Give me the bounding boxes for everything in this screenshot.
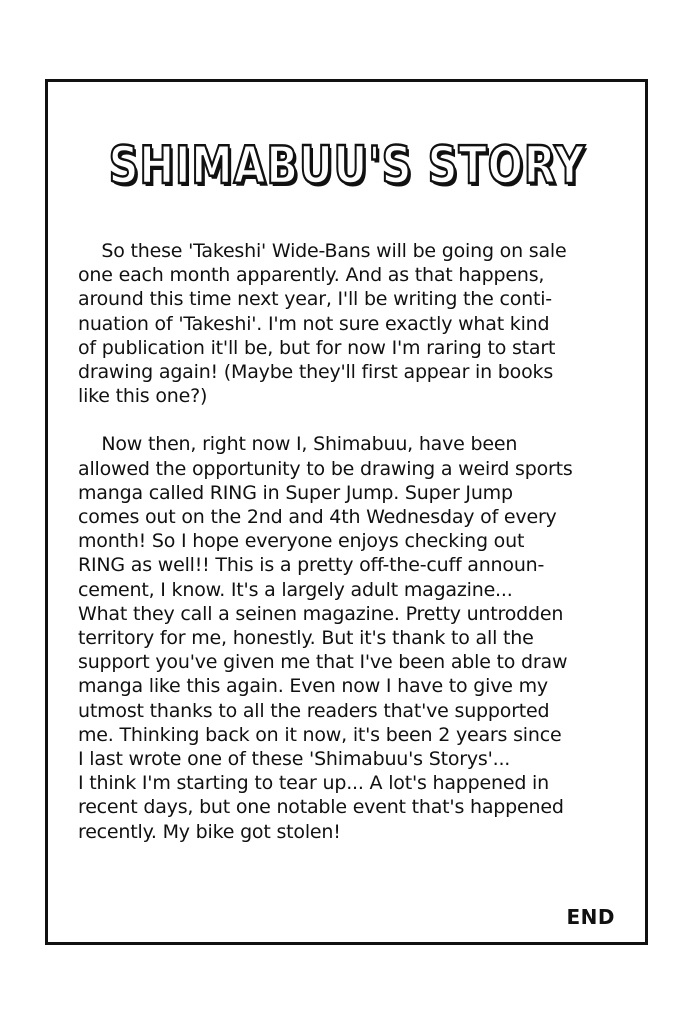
paragraph-spacer: [78, 408, 638, 432]
end-label: END: [566, 905, 615, 929]
title-container: [48, 136, 645, 196]
text-line: I think I'm starting to tear up... A lot's happened in: [78, 772, 549, 795]
paragraph-1: [78, 239, 638, 408]
text-line: territory for me, honestly. But it's thank to all the: [78, 627, 534, 650]
text-line: I last wrote one of these 'Shimabuu's Storys'...: [78, 748, 511, 771]
text-line: recent days, but one notable event that's happened: [78, 796, 564, 819]
text-line: cement, I know. It's a largely adult magazine...: [78, 578, 513, 601]
paragraph-2: [78, 432, 638, 843]
text-line: nuation of 'Takeshi'. I'm not sure exactly what kind: [78, 312, 550, 335]
story-panel: [45, 79, 648, 945]
text-line: allowed the opportunity to be drawing a weird sports: [78, 457, 573, 480]
text-line: What they call a seinen magazine. Pretty untrodden: [78, 602, 564, 625]
text-line: manga called RING in Super Jump. Super Jump: [78, 481, 513, 504]
text-line: RING as well!! This is a pretty off-the-cuff announ-: [78, 554, 545, 577]
text-line: recently. My bike got stolen!: [78, 820, 341, 843]
text-line: comes out on the 2nd and 4th Wednesday of every: [78, 506, 557, 529]
story-body: [78, 239, 638, 844]
text-line: utmost thanks to all the readers that've supported: [78, 699, 550, 722]
text-line: month! So I hope everyone enjoys checking out: [78, 530, 525, 553]
text-line: drawing again! (Maybe they'll first appear in books: [78, 361, 554, 384]
text-line: manga like this again. Even now I have to give my: [78, 675, 548, 698]
text-line: Now then, right now I, Shimabuu, have been: [78, 433, 518, 456]
text-line: support you've given me that I've been able to draw: [78, 651, 568, 674]
text-line: like this one?): [78, 385, 208, 408]
text-line: So these 'Takeshi' Wide-Bans will be going on sale: [78, 240, 567, 262]
text-line: me. Thinking back on it now, it's been 2 years since: [78, 723, 562, 746]
page-title: SHIMABUU'S STORY: [108, 136, 585, 196]
text-line: one each month apparently. And as that happens,: [78, 264, 545, 287]
text-line: around this time next year, I'll be writing the conti-: [78, 288, 552, 311]
text-line: of publication it'll be, but for now I'm raring to start: [78, 336, 556, 359]
